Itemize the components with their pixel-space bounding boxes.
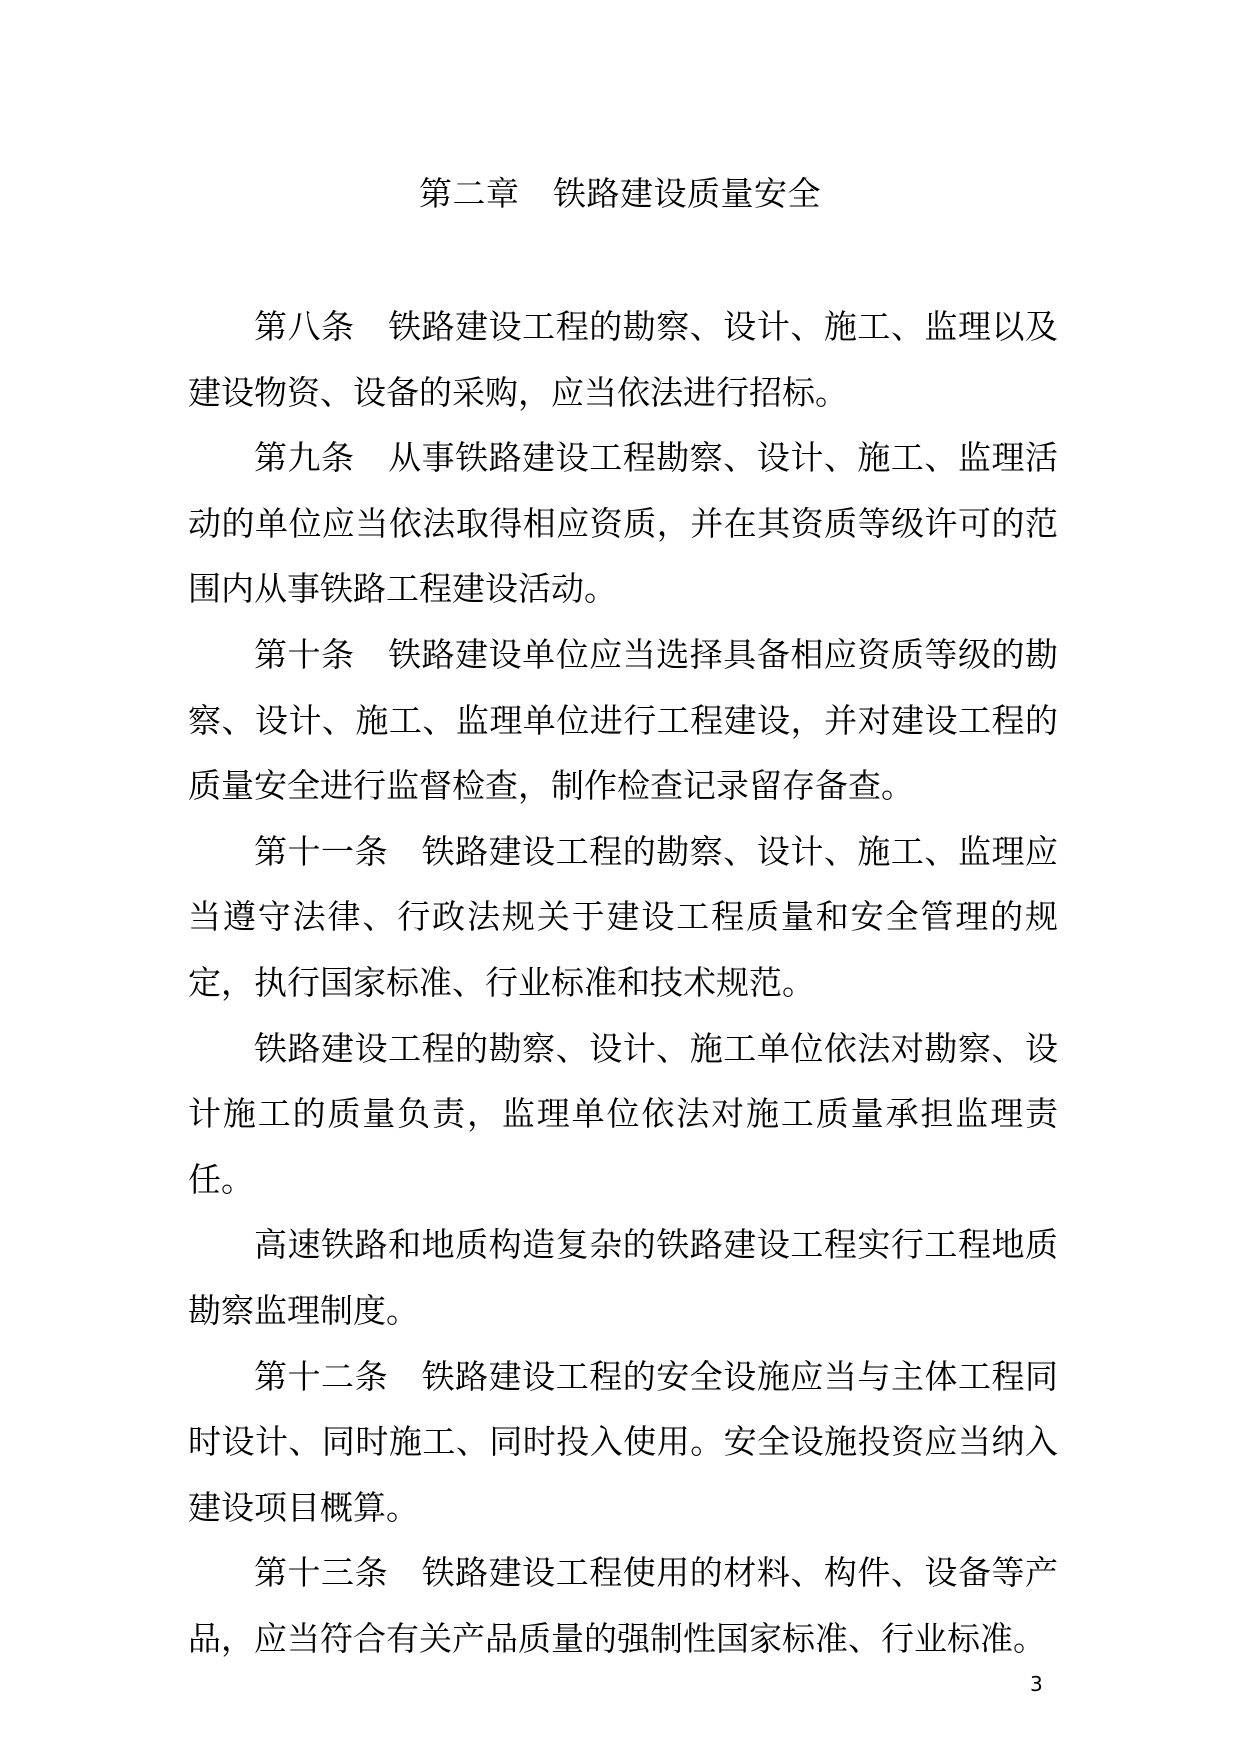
- article-8-paragraph: 第八条 铁路建设工程的勘察、设计、施工、监理以及建设物资、设备的采购，应当依法进行招标。: [188, 307, 1058, 412]
- chapter-title: 第二章 铁路建设质量安全: [419, 174, 821, 213]
- article-11-paragraph-3: 高速铁路和地质构造复杂的铁路建设工程实行工程地质勘察监理制度。: [188, 1225, 1058, 1330]
- body-text: [188, 294, 1058, 1671]
- article-13-paragraph: 第十三条 铁路建设工程使用的材料、构件、设备等产品，应当符合有关产品质量的强制性国家标准、行业标准。: [188, 1553, 1058, 1658]
- article-10-paragraph: 第十条 铁路建设单位应当选择具备相应资质等级的勘察、设计、施工、监理单位进行工程建设，并对建设工程的质量安全进行监督检查，制作检查记录留存备查。: [188, 634, 1058, 806]
- article-9-paragraph: 第九条 从事铁路建设工程勘察、设计、施工、监理活动的单位应当依法取得相应资质，并在其资质等级许可的范围内从事铁路工程建设活动。: [188, 438, 1058, 609]
- article-12-paragraph: 第十二条 铁路建设工程的安全设施应当与主体工程同时设计、同时施工、同时投入使用。安全设施投资应当纳入建设项目概算。: [188, 1356, 1058, 1527]
- page-number: 3: [1030, 1672, 1043, 1696]
- article-11-paragraph-2: 铁路建设工程的勘察、设计、施工单位依法对勘察、设计施工的质量负责，监理单位依法对施工质量承担监理责任。: [188, 1028, 1058, 1199]
- article-11-paragraph: 第十一条 铁路建设工程的勘察、设计、施工、监理应当遵守法律、行政法规关于建设工程质量和安全管理的规定，执行国家标准、行业标准和技术规范。: [188, 831, 1058, 1002]
